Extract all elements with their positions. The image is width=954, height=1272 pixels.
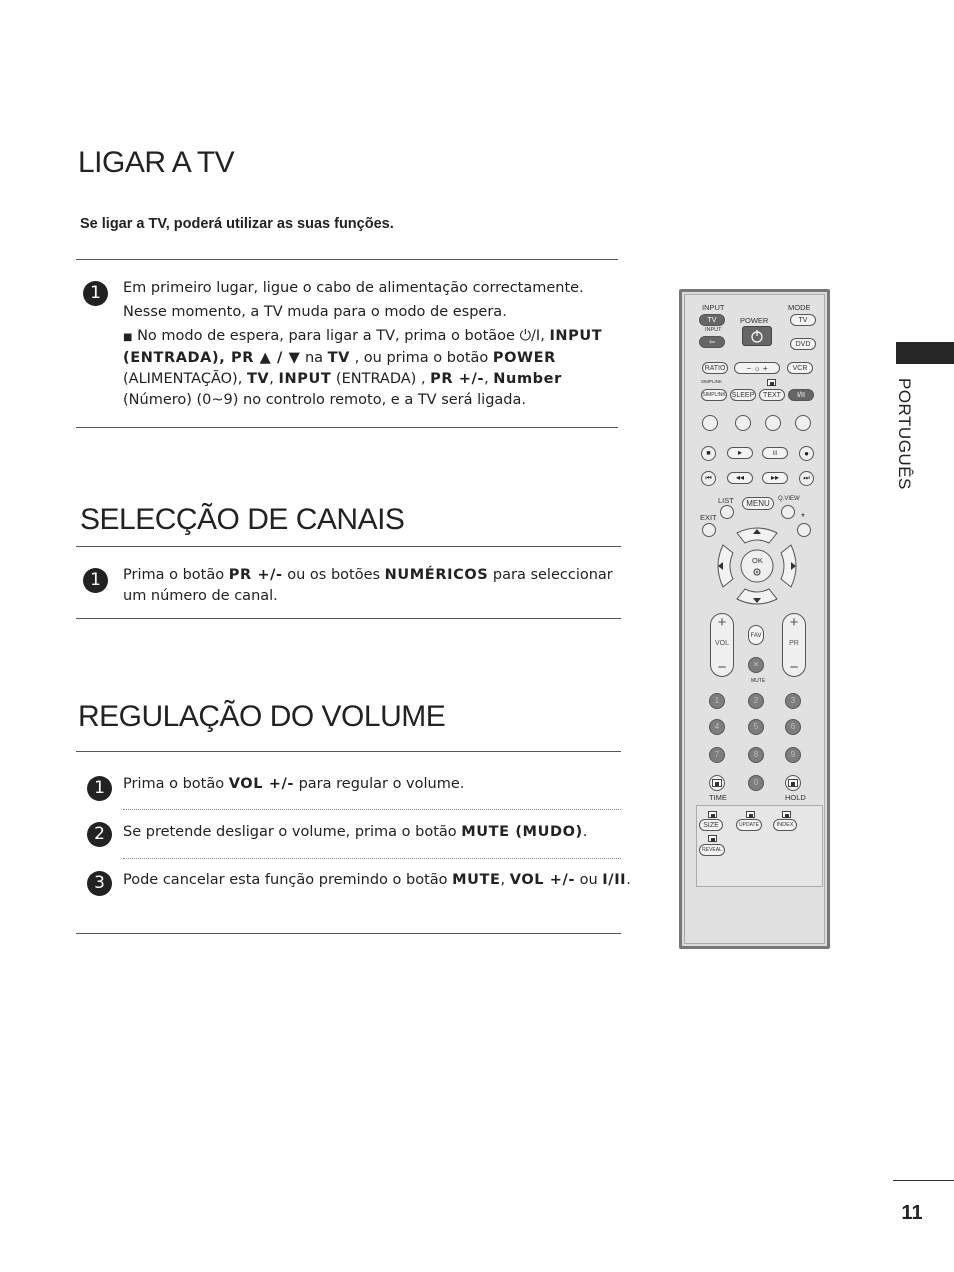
remote-label: MODE	[788, 303, 811, 312]
keyword-vol: VOL +/-	[228, 776, 294, 792]
keyword-pr: PR +/-	[228, 567, 283, 583]
step-text-part: para regular o volume.	[298, 776, 465, 792]
step-text-part: ou os botões	[287, 567, 381, 583]
remote-label: POWER	[740, 316, 769, 325]
remote-number-button: 9	[785, 747, 801, 763]
divider	[76, 259, 618, 260]
section-title-volume: REGULAÇÃO DO VOLUME	[78, 700, 446, 733]
remote-label: LIST	[718, 496, 734, 505]
skip-forward-icon: ⏭	[799, 471, 814, 486]
remote-fav-button: FAV	[748, 625, 764, 645]
step-text-part: Prima o botão	[123, 567, 225, 583]
note-text: (Número) (0~9) no controlo remoto, e a TV será ligada.	[123, 392, 526, 408]
language-tab-bar	[896, 342, 954, 364]
remote-label: EXIT	[700, 513, 717, 522]
step-number: 1	[83, 281, 108, 306]
rewind-icon: ◂◂	[727, 472, 753, 484]
remote-color-button	[702, 415, 718, 431]
power-icon	[743, 327, 773, 347]
plus-icon: +	[789, 614, 799, 631]
dotted-divider	[123, 809, 621, 810]
divider	[76, 618, 621, 619]
step-text-part: Se pretende desligar o volume, prima o botão	[123, 824, 457, 840]
remote-hold-button	[785, 775, 801, 791]
step-number: 1	[87, 776, 112, 801]
stop-icon: ■	[701, 446, 716, 461]
note-text: (ENTRADA) ,	[335, 371, 426, 387]
remote-text-button: TEXT	[759, 389, 785, 401]
remote-number-button: 0	[748, 775, 764, 791]
input-arrow-icon: ⇦	[709, 339, 715, 346]
remote-label: INPUT	[702, 303, 725, 312]
remote-number-button: 6	[785, 719, 801, 735]
teletext-icon	[712, 779, 722, 787]
play-icon: ▸	[727, 447, 753, 459]
remote-number-button: 4	[709, 719, 725, 735]
step-text-part: para seleccionar um número de canal.	[123, 567, 613, 604]
remote-number-button: 7	[709, 747, 725, 763]
keyword-input: INPUT	[278, 371, 332, 387]
remote-label: TIME	[709, 793, 727, 802]
remote-label: OK	[752, 556, 763, 565]
remote-label: MUTE	[751, 678, 766, 684]
note-text: No modo de espera, para ligar a TV, prima o botãoe	[137, 328, 515, 344]
remote-reveal-button: REVEAL	[699, 844, 725, 856]
remote-dvd-button: DVD	[790, 338, 816, 350]
remote-color-button	[735, 415, 751, 431]
keyword-tv: TV	[327, 350, 350, 366]
note-paragraph	[123, 326, 603, 411]
teletext-panel	[696, 805, 823, 887]
remote-pr-rocker	[782, 613, 806, 677]
remote-simplink-button: SIMPLINK	[701, 389, 727, 401]
teletext-icon	[746, 811, 755, 818]
intro-text: Se ligar a TV, poderá utilizar as suas funções.	[80, 216, 394, 232]
keyword-i-ii: I/II	[602, 872, 627, 888]
remote-body	[684, 294, 825, 944]
note-bullet: ■	[123, 332, 133, 343]
remote-label: *	[801, 512, 805, 523]
remote-label: VOL	[714, 640, 729, 647]
remote-sleep-button: SLEEP	[730, 389, 756, 401]
brightness-icon: − ☼ +	[746, 364, 768, 373]
remote-i-ii-button: I/II	[788, 389, 814, 401]
remote-list-button	[720, 505, 734, 519]
footer-rule	[893, 1180, 954, 1181]
step-number: 3	[87, 871, 112, 896]
remote-brightness-button	[734, 362, 780, 374]
remote-label: INPUT	[705, 327, 722, 333]
remote-power-button	[742, 326, 772, 346]
keyword-power: POWER	[492, 350, 556, 366]
step-number: 2	[87, 822, 112, 847]
remote-index-button: INDEX	[773, 819, 797, 831]
step-text	[123, 774, 464, 795]
fast-forward-icon: ▸▸	[762, 472, 788, 484]
step-text	[123, 278, 603, 411]
note-text: (ALIMENTAÇÃO),	[123, 371, 243, 387]
teletext-icon	[708, 835, 717, 842]
language-label	[894, 378, 918, 488]
remote-vol-rocker	[710, 613, 734, 677]
remote-label: SIMPLINK	[701, 379, 723, 384]
keyword-vol: VOL +/-	[509, 872, 576, 888]
remote-number-button: 2	[748, 693, 764, 709]
punct: ,	[540, 328, 545, 344]
keyword-numericos: NUMÉRICOS	[384, 567, 489, 583]
dotted-divider	[123, 858, 621, 859]
teletext-icon	[782, 811, 791, 818]
keyword-mute: MUTE	[452, 872, 501, 888]
remote-qview-button	[781, 505, 795, 519]
divider	[76, 546, 621, 547]
teletext-icon	[788, 779, 798, 787]
language-text: PORTUGUÊS	[895, 378, 914, 490]
section-title-ligar: LIGAR A TV	[78, 146, 235, 179]
minus-icon: −	[717, 659, 727, 676]
keyword-number: Number	[493, 371, 562, 387]
keyword-mute: MUTE (MUDO)	[461, 824, 583, 840]
step-text	[123, 870, 631, 891]
remote-mode-tv-button: TV	[790, 314, 816, 326]
teletext-icon	[767, 379, 776, 386]
mute-icon: ✕	[748, 657, 764, 673]
remote-number-button: 5	[748, 719, 764, 735]
divider	[76, 933, 621, 934]
teletext-icon	[708, 811, 717, 818]
power-symbol-icon: ⏻/I	[519, 328, 541, 344]
remote-tv-button: TV	[699, 314, 725, 326]
remote-label: Q.VIEW	[778, 496, 800, 502]
minus-icon: −	[789, 659, 799, 676]
punct: .	[582, 824, 588, 840]
remote-menu-button: MENU	[742, 497, 774, 510]
divider	[76, 427, 618, 428]
note-text: , ou prima o botão	[354, 350, 489, 366]
pause-icon: ıı	[762, 447, 788, 459]
punct: ,	[484, 371, 489, 387]
navigation-ring	[709, 523, 805, 609]
remote-number-button: 1	[709, 693, 725, 709]
step-text	[123, 565, 618, 607]
remote-label: PR	[789, 640, 799, 647]
plus-icon: +	[717, 614, 727, 631]
remote-number-button: 3	[785, 693, 801, 709]
remote-time-button	[709, 775, 725, 791]
remote-update-button: UPDATE	[736, 819, 762, 831]
remote-control-illustration	[679, 289, 830, 949]
remote-color-button	[765, 415, 781, 431]
punct: ,	[500, 872, 506, 888]
keyword-input-entrada: INPUT (ENTRADA), PR ▲ / ▼	[123, 328, 603, 366]
punct: .	[626, 872, 631, 888]
remote-size-button: SIZE	[699, 819, 723, 831]
record-icon: ●	[799, 446, 814, 461]
skip-back-icon: ⏮	[701, 471, 716, 486]
keyword-pr: PR +/-	[430, 371, 485, 387]
remote-input-button	[699, 336, 725, 348]
step-text-part: Pode cancelar esta função premindo o botão	[123, 872, 448, 888]
remote-color-button	[795, 415, 811, 431]
step-text-part: ou	[579, 872, 598, 888]
remote-ratio-button: RATIO	[702, 362, 728, 374]
divider	[76, 751, 621, 752]
step-text	[123, 822, 587, 843]
remote-label: HOLD	[785, 793, 806, 802]
section-title-canais: SELECÇÃO DE CANAIS	[80, 503, 405, 536]
step-text-part: Prima o botão	[123, 776, 225, 792]
keyword-tv: TV	[246, 371, 270, 387]
punct: ,	[269, 371, 274, 387]
step-line: Em primeiro lugar, ligue o cabo de alimentação correctamente.	[123, 280, 584, 296]
step-line: Nesse momento, a TV muda para o modo de espera.	[123, 304, 507, 320]
remote-vcr-button: VCR	[787, 362, 813, 374]
remote-number-button: 8	[748, 747, 764, 763]
page-number: 11	[901, 1202, 923, 1224]
note-text: na	[304, 350, 324, 366]
step-number: 1	[83, 568, 108, 593]
